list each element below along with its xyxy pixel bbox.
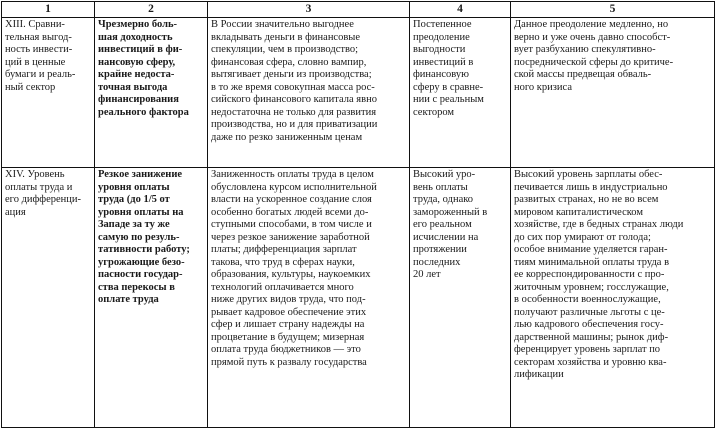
column-header-5: 5: [511, 2, 715, 18]
row-13-russia: В России значительно выгоднее вкладывать деньги в финансовые спекуляции, чем в производство; финансовая сфера, словно вампир, вытягивает деньги из производства; в то же время совокупная масса рос- сийского финансового капитала явно недостаточна не только для развития производства, но и для приватизации даже по резко заниженным ценам: [208, 18, 410, 168]
column-header-1: 1: [2, 2, 95, 18]
row-13-problem: Чрезмерно боль- шая доходность инвестиций в фи- нансовую сферу, крайне недоста- точная выгода финансирования реального фактора: [95, 18, 208, 168]
row-14-comment: Высокий уровень зарплаты обес- печивается лишь в индустриально развитых странах, но не во всем мировом капиталистическом хозяйстве, где в бедных странах люди до сих пор умирают от голода; особое внимание уделяется гаран- тиям минимальной оплаты труда в ее корреспондированности с про- житочным уровнем; госслужащие, в особенности военнослужащие, получают различные льготы с це- лью кадрового обеспечения госу- дарственной машины; рынок диф- ференцирует уровень зарплат по секторам хозяйства и уровню ква- лификации: [511, 168, 715, 428]
column-header-2: 2: [95, 2, 208, 18]
row-14-russia: Заниженность оплаты труда в целом обусловлена курсом исполнительной власти на ускоренное создание слоя особенно богатых людей всеми до- ступными способами, в том числе и через резкое занижение заработной платы; дифференциация зарплат такова, что труд в сферах науки, образования, культуры, наукоемких технологий оплачивается много ниже других видов труда, что под- рывает кадровое обеспечение этих сфер и лишает страну надежды на процветание в будущем; мизерная оплата труда бюджетников — это прямой путь к развалу государства: [208, 168, 410, 428]
row-14-title: XIV. Уровень оплаты труда и его дифференци- ация: [2, 168, 95, 428]
table-row: [2, 168, 715, 428]
row-13-comment: Данное преодоление медленно, но верно и уже очень давно способст- вует разбуханию спекулятивно- посреднической сферы до критиче- ской массы предвещая обваль- ного кризиса: [511, 18, 715, 168]
column-header-3: 3: [208, 2, 410, 18]
column-header-4: 4: [410, 2, 511, 18]
row-14-west: Высокий уро- вень оплаты труда, однако замороженный в его реальном исчислении на протяжении последних 20 лет: [410, 168, 511, 428]
table-row: [2, 18, 715, 168]
row-13-west: Постепенное преодоление выгодности инвестиций в финансовую сферу в сравне- нии с реальным сектором: [410, 18, 511, 168]
row-13-title: XIII. Сравни- тельная выгод- ность инвести- ций в ценные бумаги и реаль- ный сектор: [2, 18, 95, 168]
comparison-table: [1, 1, 715, 428]
row-14-problem: Резкое занижение уровня оплаты труда (до 1/5 от уровня оплаты на Западе за ту же самую по резуль- тативности работу; угрожающие безо- пасности государ- ства перекосы в оплате труда: [95, 168, 208, 428]
header-row: [2, 2, 715, 18]
